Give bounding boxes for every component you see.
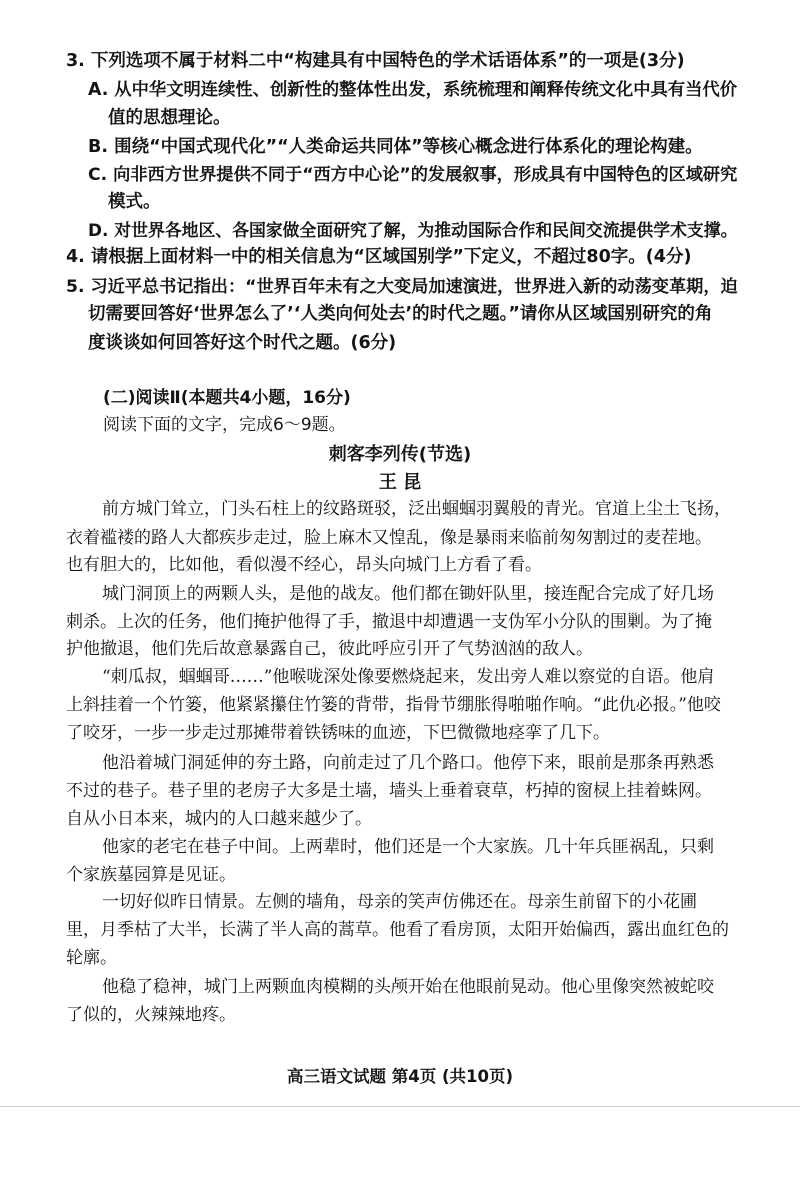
para-7-line-1: 他稳了稳神，城门上两颗血肉模糊的头颅开始在他眼前晃动。他心里像突然被蛇咬 bbox=[102, 977, 714, 997]
para-6-line-3: 轮廓。 bbox=[66, 948, 117, 968]
para-6-line-2: 里，月季枯了大半，长满了半人高的蒿草。他看了看房顶，太阳开始偏西，露出血红色的 bbox=[66, 920, 729, 940]
section-instruction: 阅读下面的文字，完成6～9题。 bbox=[103, 415, 346, 435]
footer-divider bbox=[0, 1106, 800, 1107]
para-1-line-3: 也有胆大的，比如他，看似漫不经心，昂头向城门上方看了看。 bbox=[66, 555, 542, 575]
q5-line-1: 5. 习近平总书记指出：“世界百年未有之大变局加速演进，世界进入新的动荡变革期，迫 bbox=[66, 277, 738, 297]
q4-line-1: 4. 请根据上面材料一中的相关信息为“区域国别学”下定义，不超过80字。(4分) bbox=[66, 247, 692, 267]
q3-line-1: 3. 下列选项不属于材料二中“构建具有中国特色的学术话语体系”的一项是(3分) bbox=[66, 51, 685, 71]
q3-option-a-line-1: A. 从中华文明连续性、创新性的整体性出发，系统梳理和阐释传统文化中具有当代价 bbox=[88, 80, 737, 100]
q3-option-d: D. 对世界各地区、各国家做全面研究了解，为推动国际合作和民间交流提供学术支撑。 bbox=[88, 220, 738, 240]
para-1-line-2: 衣着褴褛的路人大都疾步走过，脸上麻木又惶乱，像是暴雨来临前匆匆割过的麦茬地。 bbox=[66, 528, 712, 548]
para-4-line-2: 不过的巷子。巷子里的老房子大多是土墙，墙头上垂着衰草，朽掉的窗棂上挂着蛛网。 bbox=[66, 781, 712, 801]
para-3-line-3: 了咬牙，一步一步走过那摊带着铁锈味的血迹，下巴微微地痉挛了几下。 bbox=[66, 723, 610, 743]
para-4-line-3: 自从小日本来，城内的人口越来越少了。 bbox=[66, 809, 372, 829]
q5-line-2: 切需要回答好‘世界怎么了’‘人类向何处去’的时代之题。”请你从区域国别研究的角 bbox=[88, 304, 713, 324]
para-2-line-3: 护他撤退，他们先后故意暴露自己，彼此呼应引开了气势汹汹的敌人。 bbox=[66, 639, 593, 659]
para-1-line-1: 前方城门耸立，门头石柱上的纹路斑驳，泛出蝈蝈羽翼般的青光。官道上尘土飞扬， bbox=[102, 499, 731, 519]
q3-option-c-line-1: C. 向非西方世界提供不同于“西方中心论”的发展叙事，形成具有中国特色的区域研究 bbox=[88, 165, 738, 185]
para-2-line-1: 城门洞顶上的两颗人头，是他的战友。他们都在锄奸队里，接连配合完成了好几场 bbox=[102, 584, 714, 604]
para-4-line-1: 他沿着城门洞延伸的夯土路，向前走过了几个路口。他停下来，眼前是那条再熟悉 bbox=[102, 753, 714, 773]
para-7-line-2: 了似的，火辣辣地疼。 bbox=[66, 1005, 236, 1025]
q3-option-a-line-2: 值的思想理论。 bbox=[108, 108, 231, 128]
passage-author: 王 昆 bbox=[378, 472, 422, 493]
page-footer: 高三语文试题 第4页 (共10页) bbox=[286, 1067, 513, 1086]
q3-option-c-line-2: 模式。 bbox=[108, 192, 161, 212]
q5-line-3: 度谈谈如何回答好这个时代之题。(6分) bbox=[88, 333, 397, 353]
para-5-line-2: 个家族墓园算是见证。 bbox=[66, 865, 236, 885]
passage-title: 刺客李列传(节选) bbox=[328, 444, 472, 465]
para-5-line-1: 他家的老宅在巷子中间。上两辈时，他们还是一个大家族。几十年兵匪祸乱，只剩 bbox=[102, 837, 714, 857]
section-heading: (二)阅读Ⅱ(本题共4小题，16分) bbox=[103, 388, 351, 408]
para-3-line-1: “刺瓜叔，蝈蝈哥……”他喉咙深处像要燃烧起来，发出旁人难以察觉的自语。他肩 bbox=[102, 667, 715, 687]
para-6-line-1: 一切好似昨日情景。左侧的墙角，母亲的笑声仿佛还在。母亲生前留下的小花圃 bbox=[102, 892, 697, 912]
para-3-line-2: 上斜挂着一个竹篓，他紧紧攥住竹篓的背带，指骨节绷胀得啪啪作响。“此仇必报。”他咬 bbox=[66, 695, 721, 715]
para-2-line-2: 刺杀。上次的任务，他们掩护他得了手，撤退中却遭遇一支伪军小分队的围剿。为了掩 bbox=[66, 612, 712, 632]
q3-option-b: B. 围绕“中国式现代化”“人类命运共同体”等核心概念进行体系化的理论构建。 bbox=[88, 137, 703, 157]
